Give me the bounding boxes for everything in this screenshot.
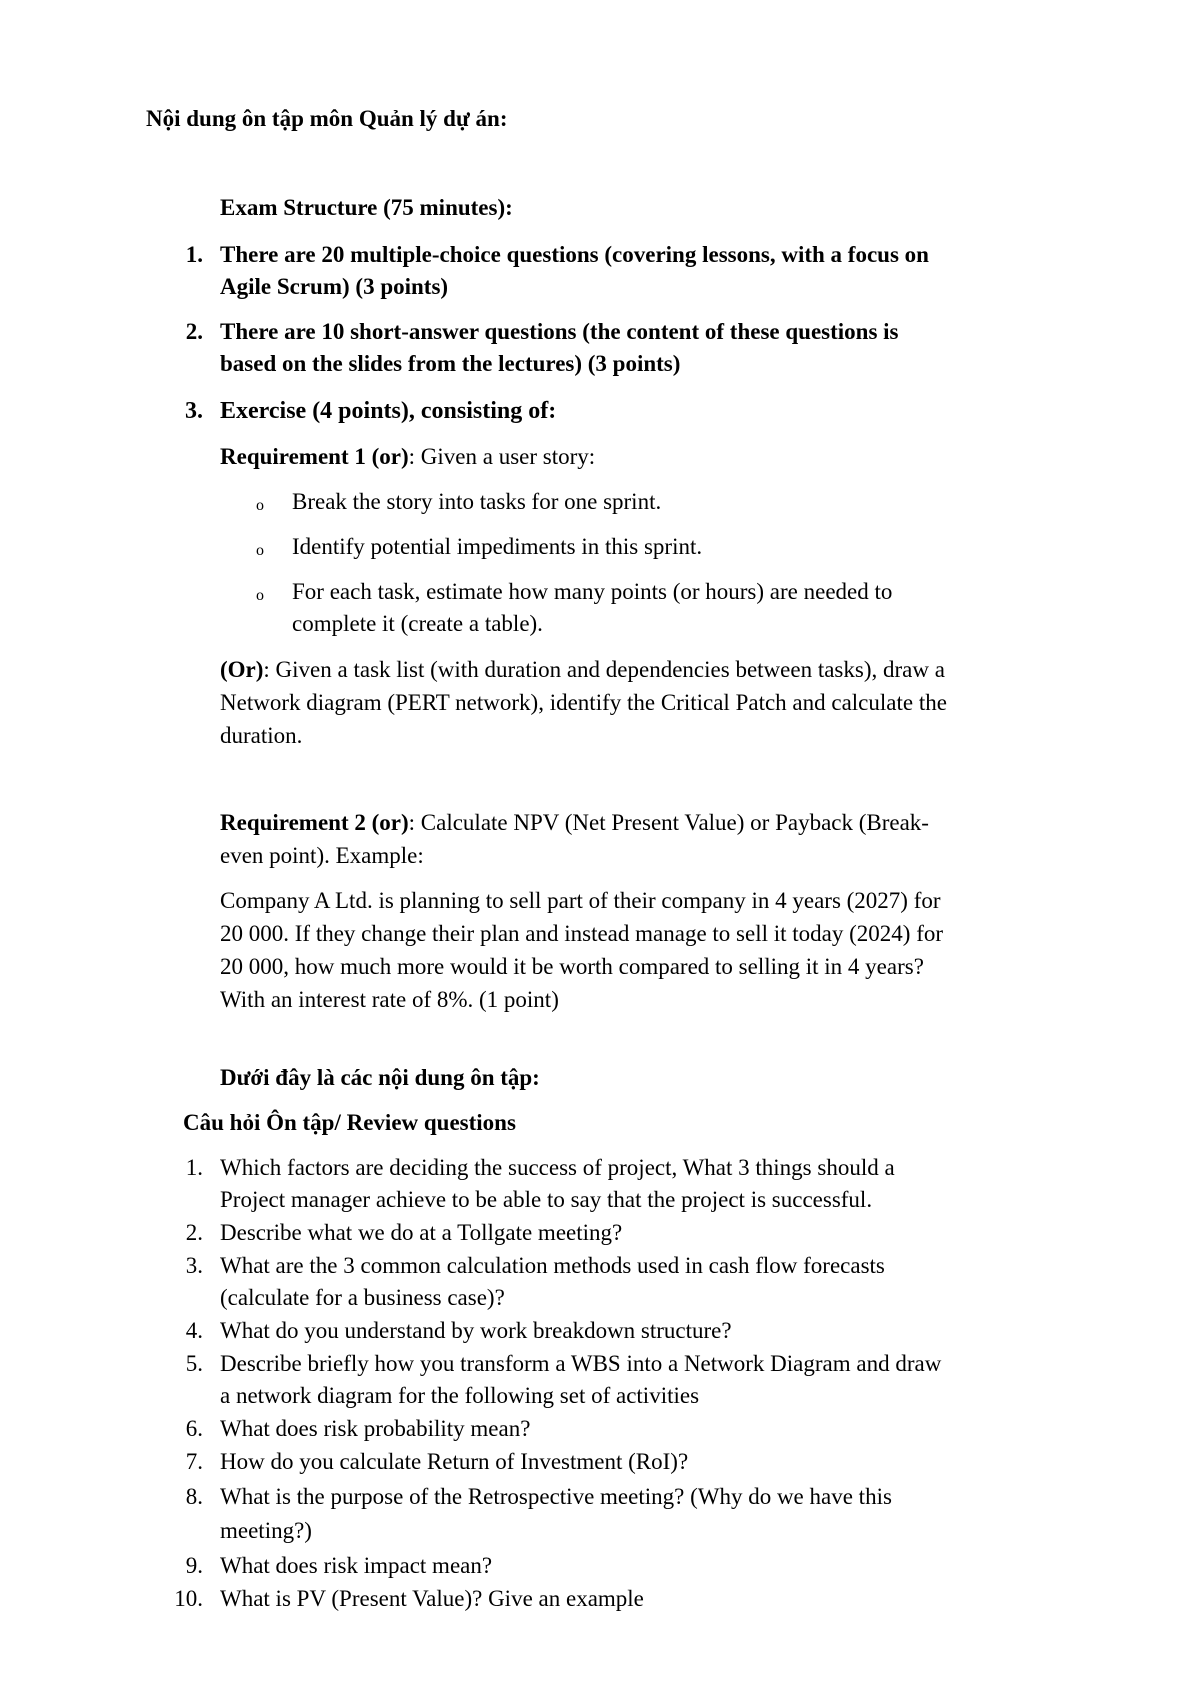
exam-structure-heading: Exam Structure (75 minutes): bbox=[220, 195, 513, 220]
requirement-1 bbox=[220, 441, 595, 473]
question-line: Project manager achieve to be able to say that the project is successful. bbox=[220, 1187, 873, 1212]
or-paragraph-line: (Or): Given a task list (with duration and dependencies between tasks), draw a bbox=[220, 657, 945, 682]
exam-item-line: There are 10 short-answer questions (the content of these questions is bbox=[220, 319, 899, 344]
or-paragraph-line: Network diagram (PERT network), identify the Critical Patch and calculate the bbox=[220, 690, 947, 715]
question-line: Describe what we do at a Tollgate meeting? bbox=[220, 1220, 623, 1245]
question-number: 4. bbox=[185, 1318, 203, 1343]
question-number: 7. bbox=[185, 1449, 203, 1474]
exam-item-number: 2. bbox=[185, 319, 203, 344]
or-label: (Or) bbox=[220, 657, 264, 682]
question-number: 9. bbox=[185, 1553, 203, 1578]
example-line: 20 000, how much more would it be worth compared to selling it in 4 years? bbox=[220, 954, 924, 979]
bullet-icon: o bbox=[256, 497, 264, 514]
exam-item-number: 1. bbox=[185, 242, 203, 267]
requirement-1-text: : Given a user story: bbox=[408, 444, 596, 469]
question-line: a network diagram for the following set of activities bbox=[220, 1383, 700, 1408]
question-number: 2. bbox=[185, 1220, 203, 1245]
question-line: What does risk probability mean? bbox=[220, 1416, 531, 1441]
document-title: Nội dung ôn tập môn Quản lý dự án: bbox=[146, 106, 508, 131]
question-line: What is PV (Present Value)? Give an example bbox=[220, 1586, 644, 1611]
question-line: Which factors are deciding the success of project, What 3 things should a bbox=[220, 1155, 895, 1180]
bullet-item-line: Break the story into tasks for one sprint. bbox=[292, 489, 662, 514]
requirement-2-line: even point). Example: bbox=[220, 843, 424, 868]
requirement-2-label: Requirement 2 (or) bbox=[220, 810, 409, 835]
bullet-icon: o bbox=[256, 542, 264, 559]
question-line: What are the 3 common calculation methods used in cash flow forecasts bbox=[220, 1253, 885, 1278]
question-line: What is the purpose of the Retrospective meeting? (Why do we have this bbox=[220, 1484, 892, 1509]
question-line: (calculate for a business case)? bbox=[220, 1285, 505, 1310]
question-line: Describe briefly how you transform a WBS into a Network Diagram and draw bbox=[220, 1351, 942, 1376]
exam-item-line: Exercise (4 points), consisting of: bbox=[220, 398, 557, 424]
example-line: Company A Ltd. is planning to sell part of their company in 4 years (2027) for bbox=[220, 888, 941, 913]
requirement-1-label: Requirement 1 (or) bbox=[220, 444, 409, 469]
question-number: 8. bbox=[185, 1484, 203, 1509]
exam-item-line: There are 20 multiple-choice questions (covering lessons, with a focus on bbox=[220, 242, 929, 267]
question-line: meeting?) bbox=[220, 1518, 312, 1543]
question-number: 10. bbox=[174, 1586, 203, 1611]
bullet-icon: o bbox=[256, 587, 264, 604]
or-paragraph-line: duration. bbox=[220, 723, 303, 748]
exam-item-number: 3. bbox=[185, 398, 203, 424]
exam-item-line: Agile Scrum) (3 points) bbox=[220, 274, 449, 299]
bullet-item-line: Identify potential impediments in this sprint. bbox=[292, 534, 703, 559]
question-line: What does risk impact mean? bbox=[220, 1553, 493, 1578]
question-number: 3. bbox=[185, 1253, 203, 1278]
review-heading: Câu hỏi Ôn tập/ Review questions bbox=[183, 1110, 516, 1135]
bullet-item-line: complete it (create a table). bbox=[292, 611, 543, 636]
bullet-item-line: For each task, estimate how many points (or hours) are needed to bbox=[292, 579, 893, 604]
example-line: 20 000. If they change their plan and instead manage to sell it today (2024) for bbox=[220, 921, 944, 946]
question-number: 1. bbox=[185, 1155, 203, 1180]
question-number: 6. bbox=[185, 1416, 203, 1441]
example-line: With an interest rate of 8%. (1 point) bbox=[220, 987, 559, 1012]
exam-item-line: based on the slides from the lectures) (3 points) bbox=[220, 351, 681, 376]
review-intro: Dưới đây là các nội dung ôn tập: bbox=[220, 1065, 540, 1090]
question-number: 5. bbox=[185, 1351, 203, 1376]
requirement-2: Requirement 2 (or): Calculate NPV (Net Present Value) or Payback (Break- bbox=[220, 810, 929, 835]
question-line: How do you calculate Return of Investment (RoI)? bbox=[220, 1449, 689, 1474]
question-line: What do you understand by work breakdown structure? bbox=[220, 1318, 732, 1343]
